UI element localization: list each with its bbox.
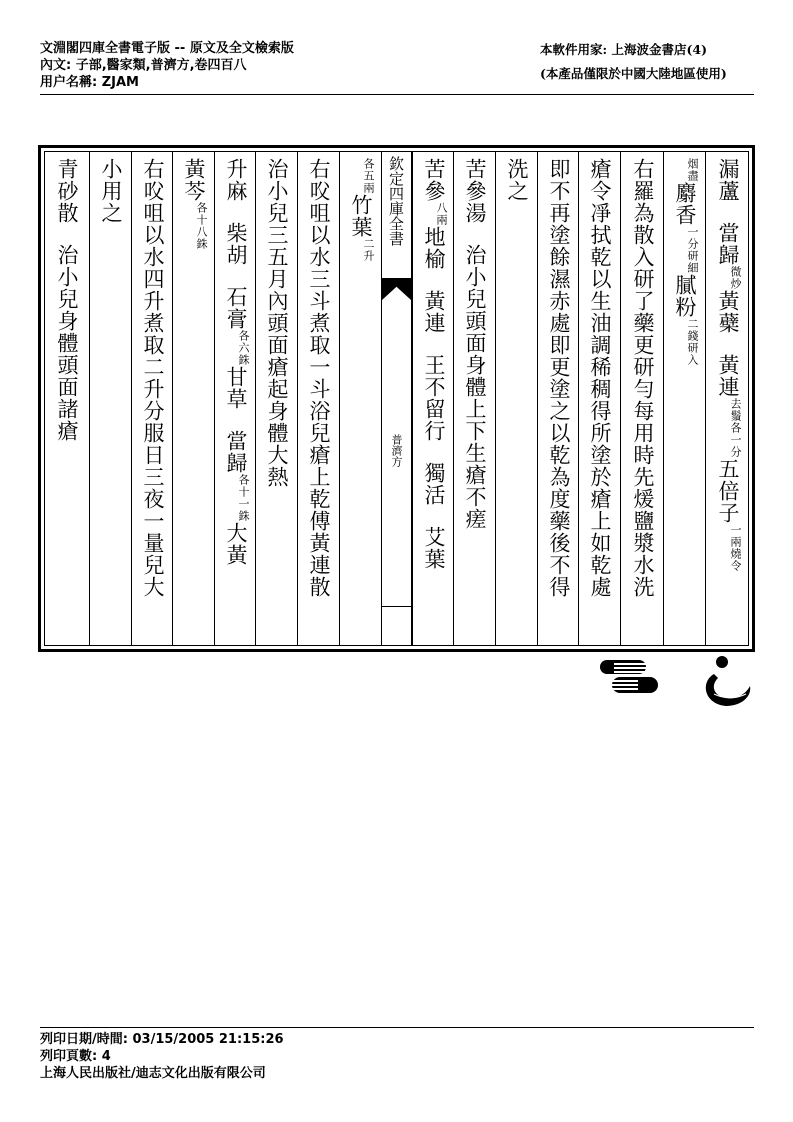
main-text: 小用之: [99, 158, 123, 224]
main-text: 膩粉: [673, 274, 697, 318]
interlinear-note: 各十八銖: [195, 202, 208, 250]
print-datetime: 列印日期/時間: 03/15/2005 21:15:26: [40, 1032, 284, 1047]
main-text: 漏蘆: [716, 158, 740, 202]
column-text: [671, 158, 699, 366]
text-column: [495, 152, 537, 645]
column-text: [139, 158, 167, 598]
text-column: [297, 152, 339, 645]
text-column: [89, 152, 131, 645]
main-text: 當歸: [224, 430, 248, 474]
text-column: [620, 152, 663, 645]
column-text: [53, 158, 81, 442]
column-text: [180, 158, 208, 250]
swirl-logo-icon: [696, 654, 756, 714]
interlinear-note: 微炒: [729, 266, 742, 290]
column-text: [420, 158, 448, 570]
column-text: [222, 158, 250, 566]
column-gap: [67, 224, 68, 244]
books-logo-icon: [598, 657, 662, 697]
print-pages: 列印頁數: 4: [40, 1049, 111, 1064]
main-text: 黃芩: [182, 158, 206, 202]
column-gap: [236, 410, 237, 430]
interlinear-note: 八兩: [435, 202, 448, 226]
text-column: [45, 152, 89, 645]
interlinear-note: 一兩燒令: [729, 524, 742, 572]
column-gap: [434, 506, 435, 526]
footer-divider: [40, 1027, 754, 1028]
main-text: 洗之: [505, 158, 529, 202]
column-text: [714, 158, 742, 572]
header-licensee: 本軟件用家: 上海波金書店(4): [540, 42, 707, 57]
interlinear-note: 烟盡: [686, 158, 699, 182]
column-text: [503, 158, 531, 202]
text-column: [453, 152, 495, 645]
main-text: 獨活: [422, 462, 446, 506]
header-divider: [40, 94, 754, 95]
text-column: [339, 152, 381, 645]
publisher: 上海人民出版社/迪志文化出版有限公司: [40, 1066, 266, 1081]
center-divider: [382, 606, 411, 607]
header-content-path: 內文: 子部,醫家類,普濟方,卷四百八: [40, 58, 247, 73]
column-gap: [236, 266, 237, 286]
main-text: 王不留行: [422, 354, 446, 442]
interlinear-note: 二錢研入: [686, 318, 699, 366]
column-gap: [475, 224, 476, 244]
text-column: [172, 152, 214, 645]
header-left: [40, 40, 294, 91]
footer: [40, 1031, 284, 1082]
interlinear-note: 各六銖: [237, 330, 250, 366]
column-text: [461, 158, 489, 530]
column-text: [305, 158, 333, 598]
column-gap: [434, 270, 435, 290]
main-text: 石膏: [224, 286, 248, 330]
column-text: [97, 158, 125, 224]
main-text: 當歸: [716, 222, 740, 266]
column-gap: [728, 334, 729, 354]
main-text: 治小兒頭面身體上下生瘡不瘥: [463, 244, 487, 530]
main-text: 艾葉: [422, 526, 446, 570]
main-text: 柴胡: [224, 222, 248, 266]
main-text: 甘草: [224, 366, 248, 410]
main-text: 青砂散: [55, 158, 79, 224]
main-text: 即不再塗餘濕赤處即更塗之以乾為度藥後不得: [547, 158, 571, 598]
main-text: 麝香: [673, 182, 697, 226]
column-text: [586, 158, 614, 598]
center-fold-strip: [381, 152, 412, 645]
text-column: [214, 152, 255, 645]
main-text: 大黃: [224, 522, 248, 566]
fishtail-mark-icon: [382, 278, 411, 300]
main-text: 竹葉: [349, 194, 373, 238]
main-text: 右羅為散入研了藥更研勻每用時先煖鹽漿水洗: [631, 158, 655, 598]
main-text: 苦參: [422, 158, 446, 202]
interlinear-note: 各十一銖: [237, 474, 250, 522]
main-text: 黃連: [716, 354, 740, 398]
main-text: 五倍子: [716, 458, 740, 524]
column-text: [545, 158, 573, 598]
main-text: 升麻: [224, 158, 248, 202]
column-gap: [728, 202, 729, 222]
column-text: [347, 158, 375, 262]
text-column: [663, 152, 705, 645]
main-text: 黃蘗: [716, 290, 740, 334]
column-gap: [236, 202, 237, 222]
header-region-note: (本產品僅限於中國大陸地區使用): [540, 66, 727, 81]
main-text: 右㕮咀以水三斗煮取一斗浴兒瘡上乾傅黃連散: [307, 158, 331, 598]
main-text: 地榆: [422, 226, 446, 270]
text-column: [255, 152, 297, 645]
main-text: 右㕮咀以水四升煮取二升分服日三夜一量兒大: [141, 158, 165, 598]
book-subtitle: 普濟方: [390, 434, 403, 467]
header-right: [540, 38, 755, 86]
text-column: [705, 152, 749, 645]
text-column: [412, 152, 453, 645]
header-username: 用户名稱: ZJAM: [40, 75, 139, 90]
main-text: 黃連: [422, 290, 446, 334]
interlinear-note: 二升: [362, 238, 375, 262]
interlinear-note: 去鬚各一分: [729, 398, 742, 458]
text-column: [537, 152, 578, 645]
text-column: [578, 152, 620, 645]
column-gap: [434, 334, 435, 354]
main-text: 苦參湯: [463, 158, 487, 224]
main-text: 治小兒三五月內頭面瘡起身體大熱: [265, 158, 289, 488]
book-title: 欽定四庫全書: [387, 156, 405, 246]
main-text: 治小兒身體頭面諸瘡: [55, 244, 79, 442]
text-column: [131, 152, 172, 645]
column-text: [263, 158, 291, 488]
column-text: [629, 158, 657, 598]
main-text: 瘡令凈拭乾以生油調稀稠得所塗於瘡上如乾處: [588, 158, 612, 598]
column-gap: [434, 442, 435, 462]
interlinear-note: 各五兩: [362, 158, 375, 194]
interlinear-note: 一分研細: [686, 226, 699, 274]
header-title: 文淵閣四庫全書電子版 -- 原文及全文檢索版: [40, 41, 294, 56]
